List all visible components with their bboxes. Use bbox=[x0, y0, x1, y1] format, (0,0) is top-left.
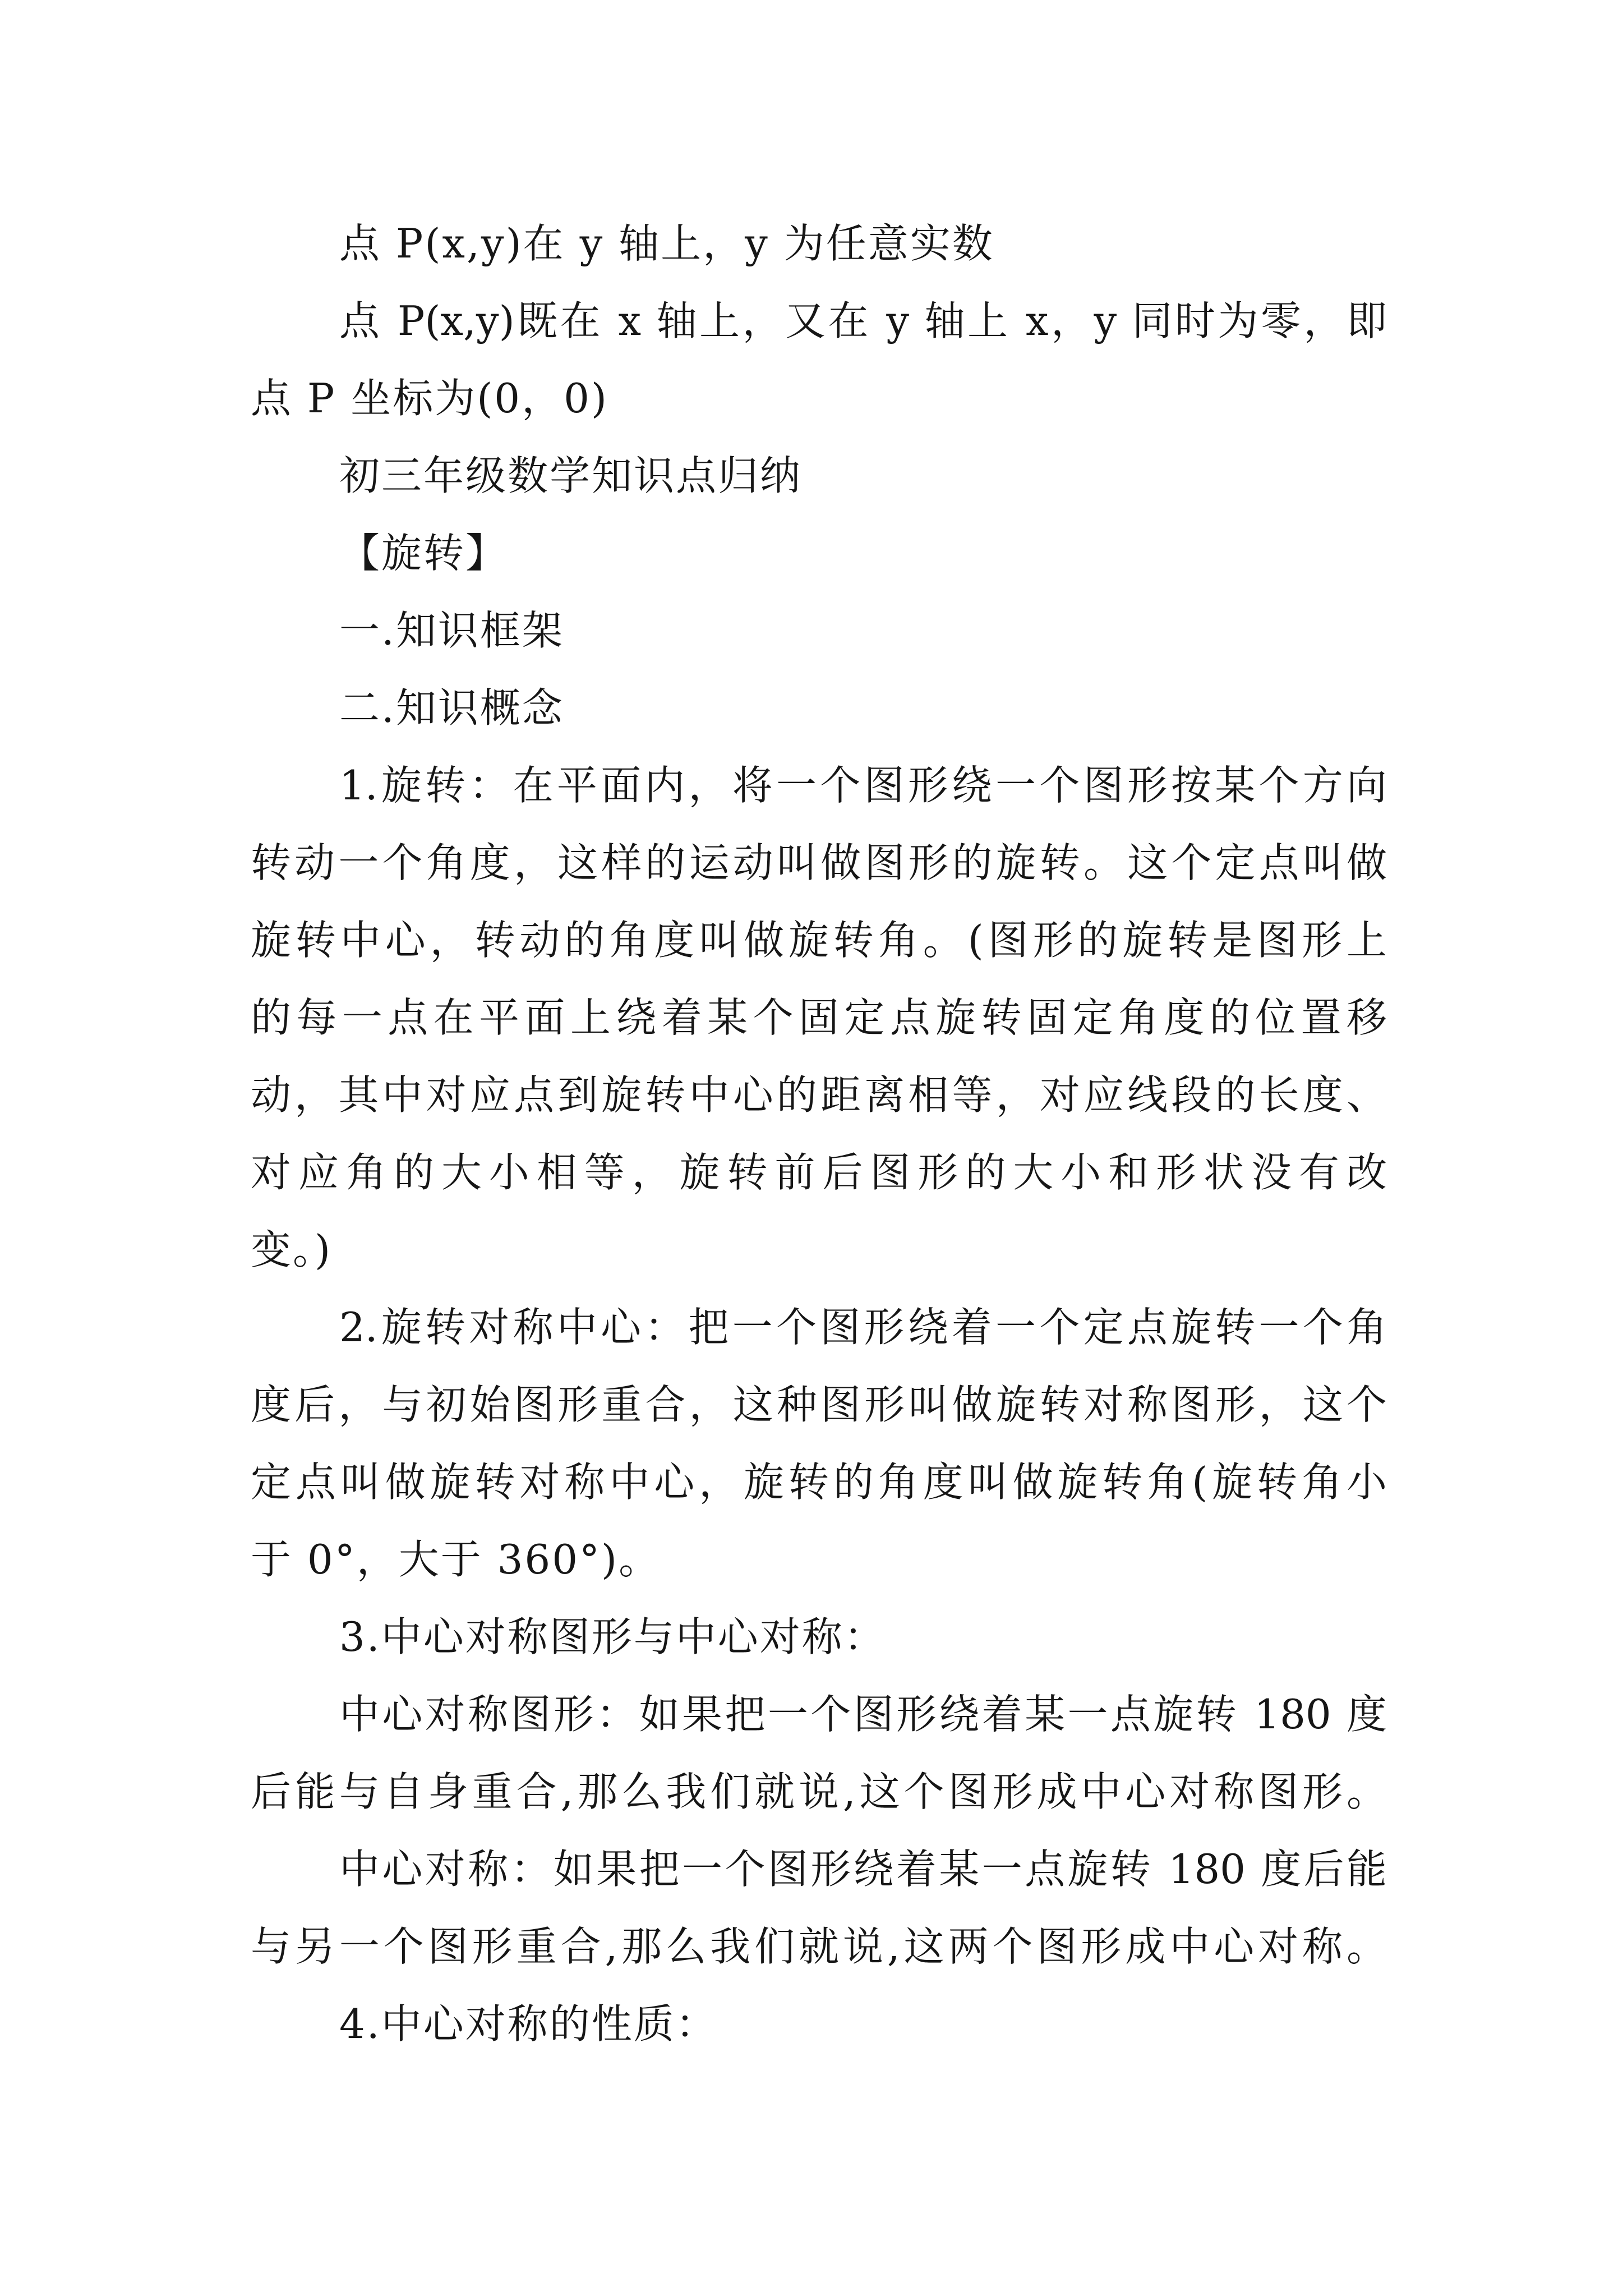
rotation-definition-line: 1.旋转：在平面内，将一个图形绕一个图形按某个方向 bbox=[339, 762, 1387, 809]
rotation-definition-line: 动，其中对应点到旋转中心的距离相等，对应线段的长度、 bbox=[251, 1071, 1387, 1119]
document-heading: 初三年级数学知识点归纳 bbox=[339, 452, 803, 499]
y-axis-point-line: 点 P(x,y)在 y 轴上，y 为任意实数 bbox=[339, 220, 994, 267]
rotation-definition-line: 对应角的大小相等，旋转前后图形的大小和形状没有改 bbox=[251, 1149, 1387, 1196]
central-symmetry-line: 与另一个图形重合,那么我们就说,这两个图形成中心对称。 bbox=[251, 1923, 1387, 1970]
rotational-symmetry-line: 度后，与初始图形重合，这种图形叫做旋转对称图形，这个 bbox=[251, 1381, 1387, 1428]
rotational-symmetry-line: 于 0°，大于 360°)。 bbox=[251, 1536, 661, 1583]
rotation-definition-line: 旋转中心，转动的角度叫做旋转角。(图形的旋转是图形上 bbox=[251, 917, 1387, 964]
concepts-heading: 二.知识概念 bbox=[339, 684, 564, 731]
framework-heading: 一.知识框架 bbox=[339, 607, 564, 654]
rotation-definition-line: 的每一点在平面上绕着某个固定点旋转固定角度的位置移 bbox=[251, 994, 1387, 1041]
document-body bbox=[251, 205, 1387, 2063]
origin-point-line: 点 P(x,y)既在 x 轴上，又在 y 轴上 x，y 同时为零，即 bbox=[339, 297, 1387, 344]
rotation-definition-line: 转动一个角度，这样的运动叫做图形的旋转。这个定点叫做 bbox=[251, 839, 1387, 886]
section-title: 【旋转】 bbox=[339, 530, 508, 577]
origin-point-line: 点 P 坐标为(0，0) bbox=[251, 375, 609, 422]
properties-heading: 4.中心对称的性质： bbox=[339, 2000, 718, 2047]
central-symmetry-heading: 3.中心对称图形与中心对称： bbox=[339, 1613, 886, 1660]
central-symmetric-figure-line: 后能与自身重合,那么我们就说,这个图形成中心对称图形。 bbox=[251, 1768, 1387, 1815]
rotation-definition-line: 变。) bbox=[251, 1226, 333, 1273]
central-symmetric-figure-line: 中心对称图形：如果把一个图形绕着某一点旋转 180 度 bbox=[339, 1691, 1387, 1738]
rotational-symmetry-line: 定点叫做旋转对称中心，旋转的角度叫做旋转角(旋转角小 bbox=[251, 1458, 1387, 1506]
central-symmetry-line: 中心对称：如果把一个图形绕着某一点旋转 180 度后能 bbox=[339, 1846, 1387, 1893]
rotational-symmetry-line: 2.旋转对称中心：把一个图形绕着一个定点旋转一个角 bbox=[339, 1304, 1387, 1351]
